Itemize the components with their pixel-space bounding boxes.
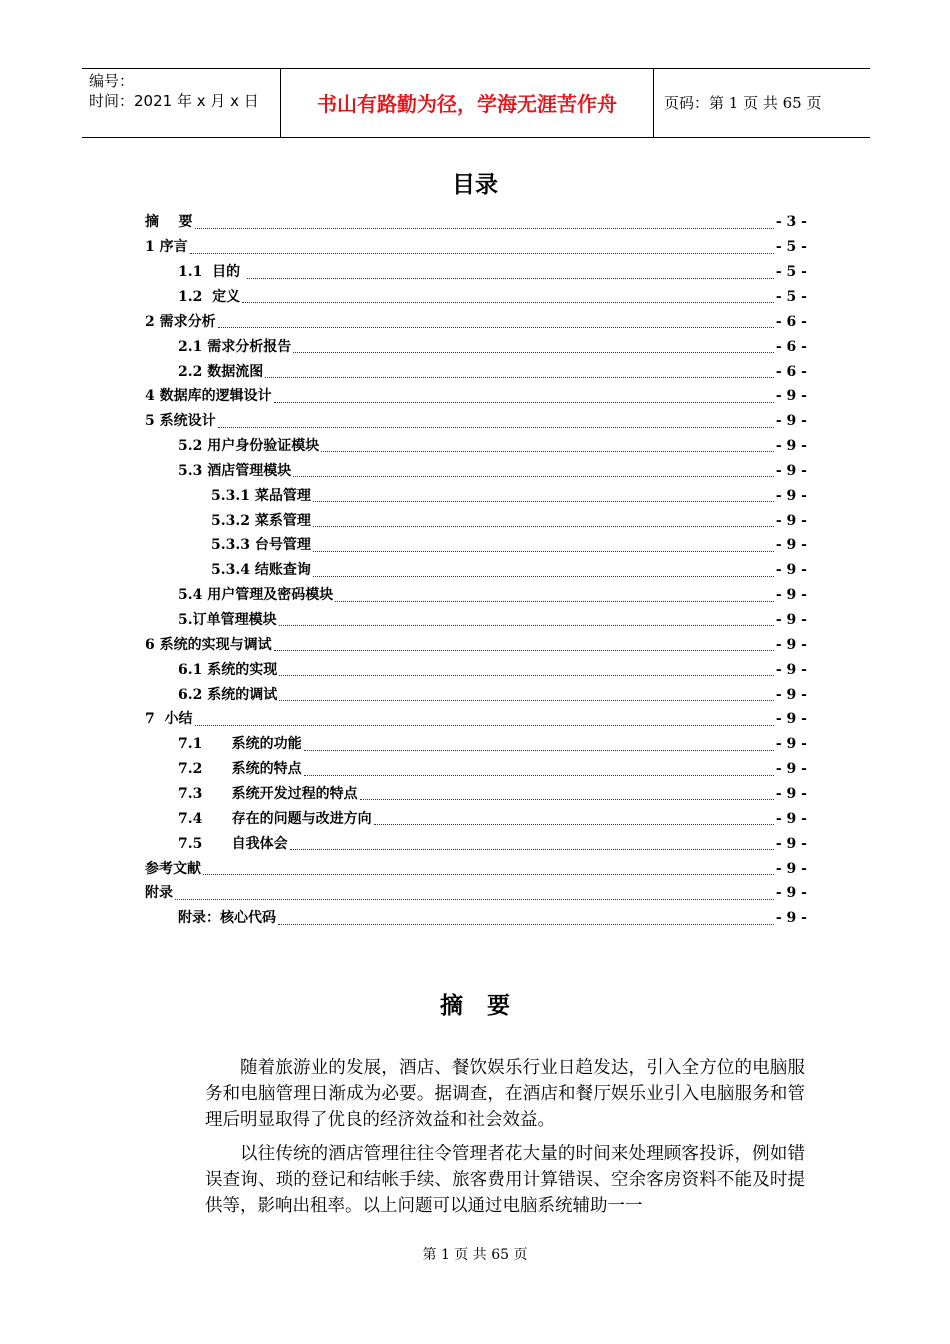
header-motto-cell: [280, 69, 654, 137]
toc-entry-page: - 5 -: [775, 288, 807, 305]
toc-entry-page: - 9 -: [775, 761, 807, 778]
toc-leader-dots: [321, 450, 774, 452]
document-number-label: 编号：: [89, 72, 135, 90]
toc-entry-text: 5.3.4 结账查询: [211, 562, 311, 579]
abstract-title: 摘要: [440, 993, 534, 1019]
toc-leader-dots: [195, 227, 774, 229]
toc-entry-text: 5.订单管理模块: [178, 612, 277, 629]
toc-entry[interactable]: [178, 434, 807, 459]
toc-entry[interactable]: [178, 359, 807, 384]
toc-entry-page: - 6 -: [775, 338, 807, 355]
toc-entry-page: - 9 -: [775, 587, 807, 604]
toc-entry-text: 7.5 自我体会: [178, 835, 288, 852]
toc-leader-dots: [218, 326, 774, 328]
toc-leader-dots: [279, 699, 774, 701]
toc-entry-text: 6.1 系统的实现: [178, 661, 278, 678]
toc-entry[interactable]: [178, 583, 807, 608]
toc-leader-dots: [293, 475, 774, 477]
toc-entry-text: 5.2 用户身份验证模块: [178, 438, 320, 455]
page-header: [82, 68, 870, 138]
toc-entry-text: 2.2 数据流图: [178, 363, 264, 380]
toc-entry-page: - 6 -: [775, 313, 807, 330]
toc-entry-page: - 3 -: [775, 214, 807, 231]
toc-leader-dots: [293, 351, 774, 353]
toc-leader-dots: [335, 600, 774, 602]
toc-leader-dots: [304, 749, 774, 751]
toc-entry-page: - 9 -: [775, 413, 807, 430]
toc-entry-page: - 9 -: [775, 736, 807, 753]
toc-entry[interactable]: [178, 831, 807, 856]
toc-entry-page: - 9 -: [775, 462, 807, 479]
abstract-paragraph: 随着旅游业的发展，酒店、餐饮娱乐行业日趋发达，引入全方位的电脑服务和电脑管理日渐成为必要。据调查，在酒店和餐厅娱乐业引入电脑服务和管理后明显取得了优良的经济效益和社会效益。: [205, 1058, 805, 1130]
toc-entry-text: 参考文献: [145, 860, 201, 877]
toc-entry-page: - 9 -: [775, 487, 807, 504]
toc-entry-text: 1.1 目的: [178, 264, 245, 281]
toc-entry-text: 5 系统设计: [145, 413, 216, 430]
toc-entry[interactable]: [178, 657, 807, 682]
toc-entry-page: - 9 -: [775, 885, 807, 902]
abstract-paragraph: 以往传统的酒店管理往往令管理者花大量的时间来处理顾客投诉，例如错误查询、琐的登记和结帐手续、旅客费用计算错误、空余客房资料不能及时提供等，影响出租率。以上问题可以通过电脑系统辅助一一: [205, 1144, 805, 1216]
toc-leader-dots: [265, 376, 774, 378]
toc-entry-page: - 9 -: [775, 388, 807, 405]
toc-entry-page: - 5 -: [775, 264, 807, 281]
page-footer: 第 1 页 共 65 页: [422, 1247, 528, 1263]
toc-entry[interactable]: [211, 533, 807, 558]
toc-entry-page: - 9 -: [775, 910, 807, 927]
toc-leader-dots: [290, 848, 774, 850]
toc-leader-dots: [195, 724, 774, 726]
toc-entry-page: - 6 -: [775, 363, 807, 380]
toc-entry[interactable]: [178, 334, 807, 359]
toc-entry[interactable]: [145, 384, 807, 409]
toc-entry[interactable]: [145, 309, 807, 334]
toc-leader-dots: [304, 774, 774, 776]
toc-entry-text: 7 小结: [145, 711, 193, 728]
toc-entry[interactable]: [145, 707, 807, 732]
toc-entry-text: 1 序言: [145, 239, 188, 256]
toc-entry[interactable]: [145, 210, 807, 235]
toc-entry-page: - 9 -: [775, 612, 807, 629]
toc-entry-page: - 9 -: [775, 810, 807, 827]
toc-entry[interactable]: [211, 558, 807, 583]
toc-entry-text: 7.1 系统的功能: [178, 736, 302, 753]
toc-leader-dots: [360, 798, 774, 800]
toc-leader-dots: [313, 500, 774, 502]
toc-entry[interactable]: [178, 682, 807, 707]
toc-leader-dots: [274, 649, 774, 651]
toc-entry-text: 附录：核心代码: [178, 910, 276, 927]
document-time-label: 时间：2021 年 x 月 x 日: [89, 92, 259, 110]
toc-entry[interactable]: [145, 632, 807, 657]
toc-leader-dots: [218, 426, 774, 428]
header-meta-cell: [82, 69, 280, 137]
toc-entry[interactable]: [178, 285, 807, 310]
toc-entry[interactable]: [178, 906, 807, 931]
toc-entry-page: - 9 -: [775, 711, 807, 728]
header-page-cell: [654, 69, 870, 137]
toc-entry-page: - 9 -: [775, 835, 807, 852]
toc-leader-dots: [374, 823, 774, 825]
toc-entry[interactable]: [178, 732, 807, 757]
toc-entry-text: 摘 要: [145, 214, 193, 231]
toc-entry[interactable]: [178, 260, 807, 285]
toc-entry-text: 5.3 酒店管理模块: [178, 462, 292, 479]
toc-entry-text: 4 数据库的逻辑设计: [145, 388, 272, 405]
toc-entry-text: 7.3 系统开发过程的特点: [178, 785, 358, 802]
toc-leader-dots: [274, 401, 774, 403]
toc-entry[interactable]: [178, 459, 807, 484]
toc-entry-text: 5.3.3 台号管理: [211, 537, 311, 554]
toc-title: 目录: [452, 172, 498, 198]
toc-leader-dots: [313, 550, 774, 552]
toc-leader-dots: [278, 923, 774, 925]
toc-entry-text: 1.2 定义: [178, 288, 241, 305]
toc-entry[interactable]: [178, 782, 807, 807]
toc-entry-page: - 9 -: [775, 860, 807, 877]
toc-entry-page: - 5 -: [775, 239, 807, 256]
toc-entry-text: 7.4 存在的问题与改进方向: [178, 810, 372, 827]
toc-leader-dots: [175, 898, 774, 900]
toc-entry[interactable]: [178, 608, 807, 633]
toc-entry[interactable]: [211, 508, 807, 533]
toc-entry[interactable]: [178, 757, 807, 782]
toc-leader-dots: [313, 575, 774, 577]
toc-entry-page: - 9 -: [775, 512, 807, 529]
toc-entry[interactable]: [178, 806, 807, 831]
toc-entry-text: 5.4 用户管理及密码模块: [178, 587, 334, 604]
toc-entry-page: - 9 -: [775, 785, 807, 802]
toc-entry-text: 6 系统的实现与调试: [145, 636, 272, 653]
toc-entry-text: 2 需求分析: [145, 313, 216, 330]
toc-leader-dots: [313, 525, 774, 527]
toc-entry[interactable]: [145, 856, 807, 881]
toc-entry-page: - 9 -: [775, 438, 807, 455]
toc-leader-dots: [203, 873, 774, 875]
header-page-info: 页码：第 1 页 共 65 页: [664, 94, 822, 112]
toc-entry-text: 7.2 系统的特点: [178, 761, 302, 778]
toc-entry-text: 附录: [145, 885, 173, 902]
toc-entry[interactable]: [145, 881, 807, 906]
toc-leader-dots: [247, 277, 774, 279]
toc-entry-text: 6.2 系统的调试: [178, 686, 278, 703]
toc-entry-text: 5.3.1 菜品管理: [211, 487, 311, 504]
toc-entry[interactable]: [145, 409, 807, 434]
toc-entry-text: 5.3.2 菜系管理: [211, 512, 311, 529]
header-motto: 书山有路勤为径，学海无涯苦作舟: [317, 92, 617, 116]
toc-entry-page: - 9 -: [775, 661, 807, 678]
toc-leader-dots: [279, 674, 774, 676]
toc-leader-dots: [242, 301, 774, 303]
toc-entry-page: - 9 -: [775, 537, 807, 554]
toc-entry[interactable]: [145, 235, 807, 260]
toc-entry-page: - 9 -: [775, 562, 807, 579]
toc-leader-dots: [190, 252, 774, 254]
toc-leader-dots: [279, 624, 774, 626]
toc-entry-page: - 9 -: [775, 636, 807, 653]
toc-entry-text: 2.1 需求分析报告: [178, 338, 292, 355]
toc-entry[interactable]: [211, 483, 807, 508]
toc-entry-page: - 9 -: [775, 686, 807, 703]
